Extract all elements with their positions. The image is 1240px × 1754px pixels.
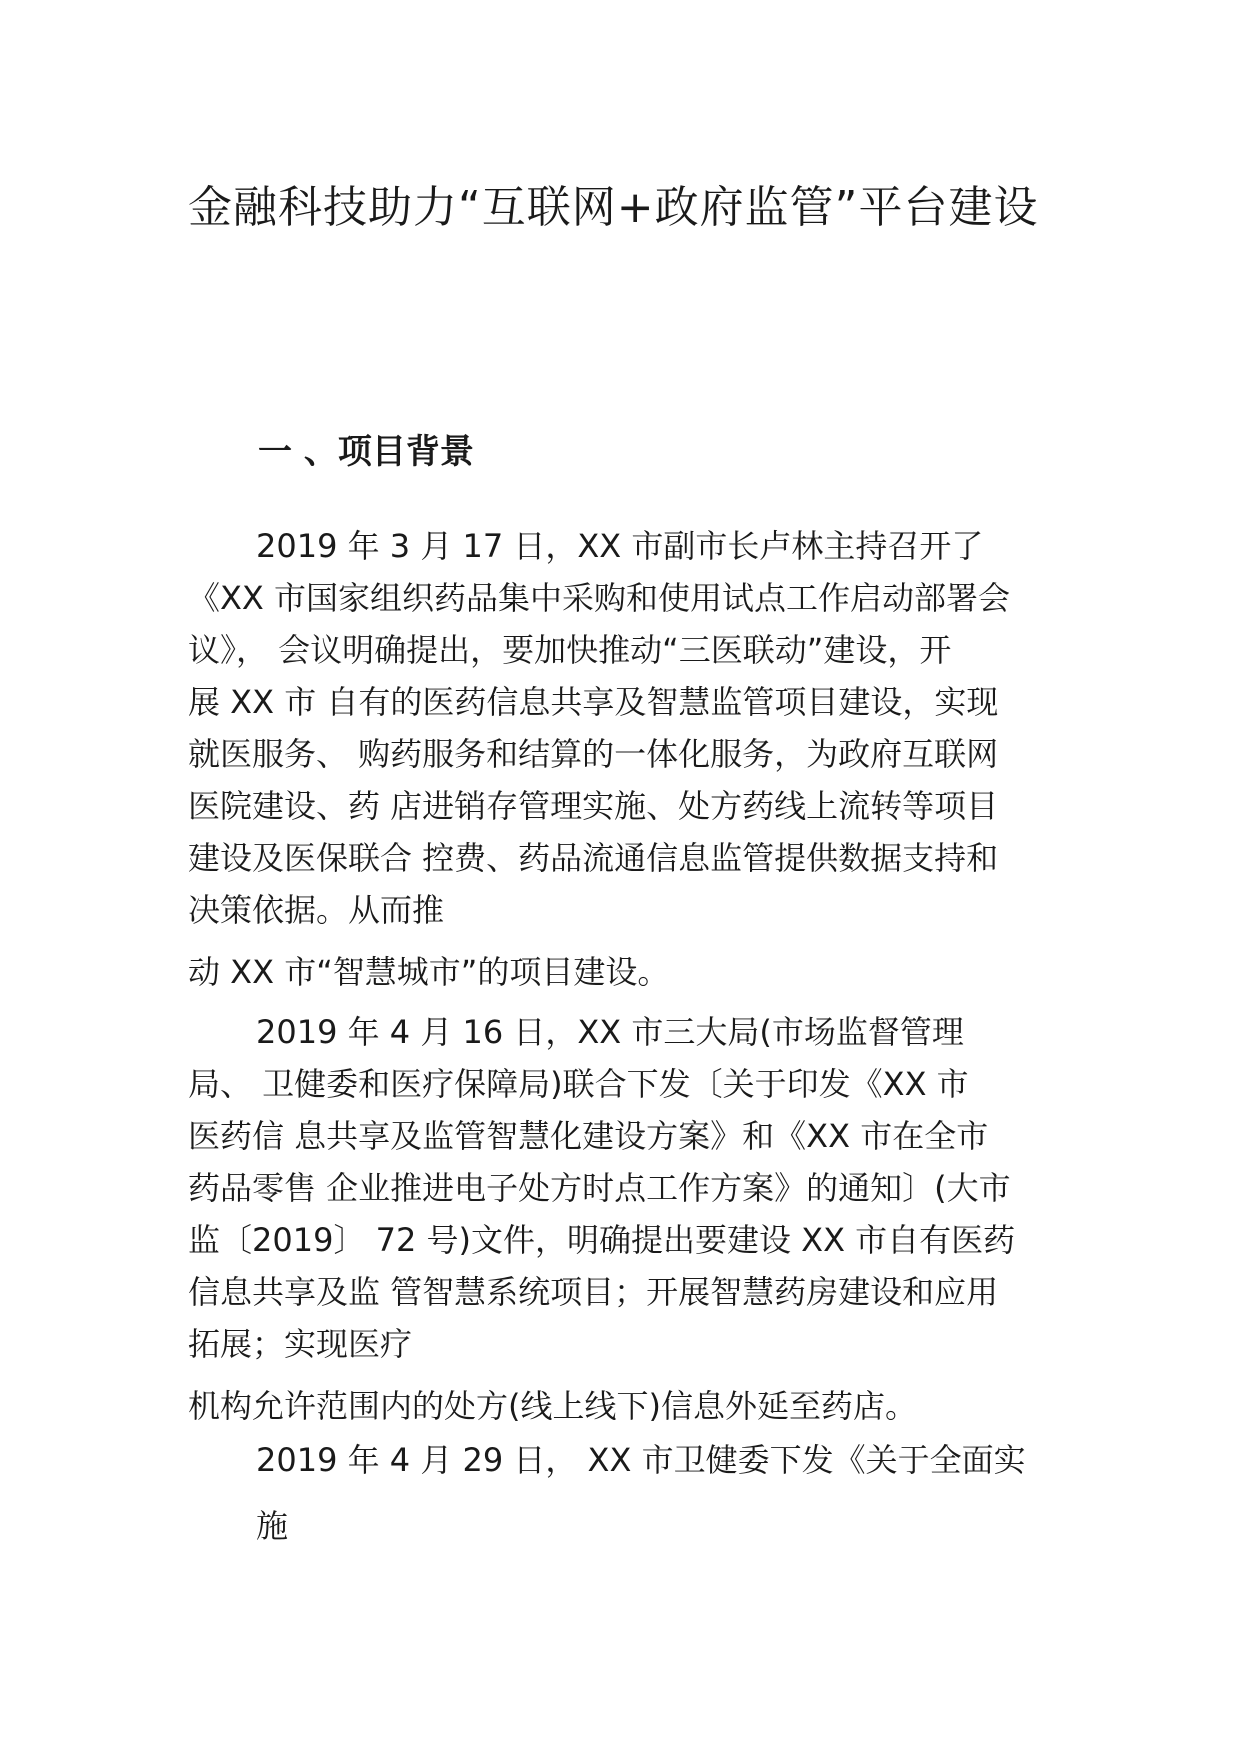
paragraph-line: 展 XX 市 自有的医药信息共享及智慧监管项目建设，实现: [188, 683, 999, 721]
document-title: 金融科技助力“互联网+政府监管”平台建设: [188, 182, 1039, 233]
paragraph-line: 拓展；实现医疗: [188, 1325, 413, 1363]
section-heading: 一 、项目背景: [258, 432, 474, 472]
paragraph-line: 局、 卫健委和医疗保障局)联合下发〔关于印发《XX 市: [188, 1065, 969, 1103]
paragraph-line: 2019 年 4 月 16 日，XX 市三大局(市场监督管理: [256, 1013, 964, 1051]
paragraph-line: 《XX 市国家组织药品集中采购和使用试点工作启动部署会: [188, 579, 1011, 617]
paragraph-line: 机构允许范围内的处方(线上线下)信息外延至药店。: [188, 1387, 917, 1425]
paragraph-line: 议》， 会议明确提出，要加快推动“三医联动”建设，开: [188, 631, 952, 669]
paragraph-line: 决策依据。从而推: [188, 891, 445, 929]
paragraph-line: 动 XX 市“智慧城市”的项目建设。: [188, 953, 670, 991]
paragraph-line: 就医服务、 购药服务和结算的一体化服务，为政府互联网: [188, 735, 999, 773]
paragraph-line: 信息共享及监 管智慧系统项目；开展智慧药房建设和应用: [188, 1273, 999, 1311]
paragraph-line: 医药信 息共享及监管智慧化建设方案》和《XX 市在全市: [188, 1117, 989, 1155]
paragraph-line: 2019 年 3 月 17 日，XX 市副市长卢林主持召开了: [256, 527, 984, 565]
paragraph-line: 药品零售 企业推进电子处方时点工作方案》的通知〕(大市: [188, 1169, 1011, 1207]
paragraph-line: 施: [256, 1507, 289, 1545]
paragraph-line: 医院建设、药 店进销存管理实施、处方药线上流转等项目: [188, 787, 999, 825]
paragraph-line: 监〔2019〕 72 号)文件，明确提出要建设 XX 市自有医药: [188, 1221, 1016, 1259]
paragraph-line: 2019 年 4 月 29 日， XX 市卫健委下发《关于全面实: [256, 1441, 1026, 1479]
paragraph-line: 建设及医保联合 控费、药品流通信息监管提供数据支持和: [188, 839, 999, 877]
